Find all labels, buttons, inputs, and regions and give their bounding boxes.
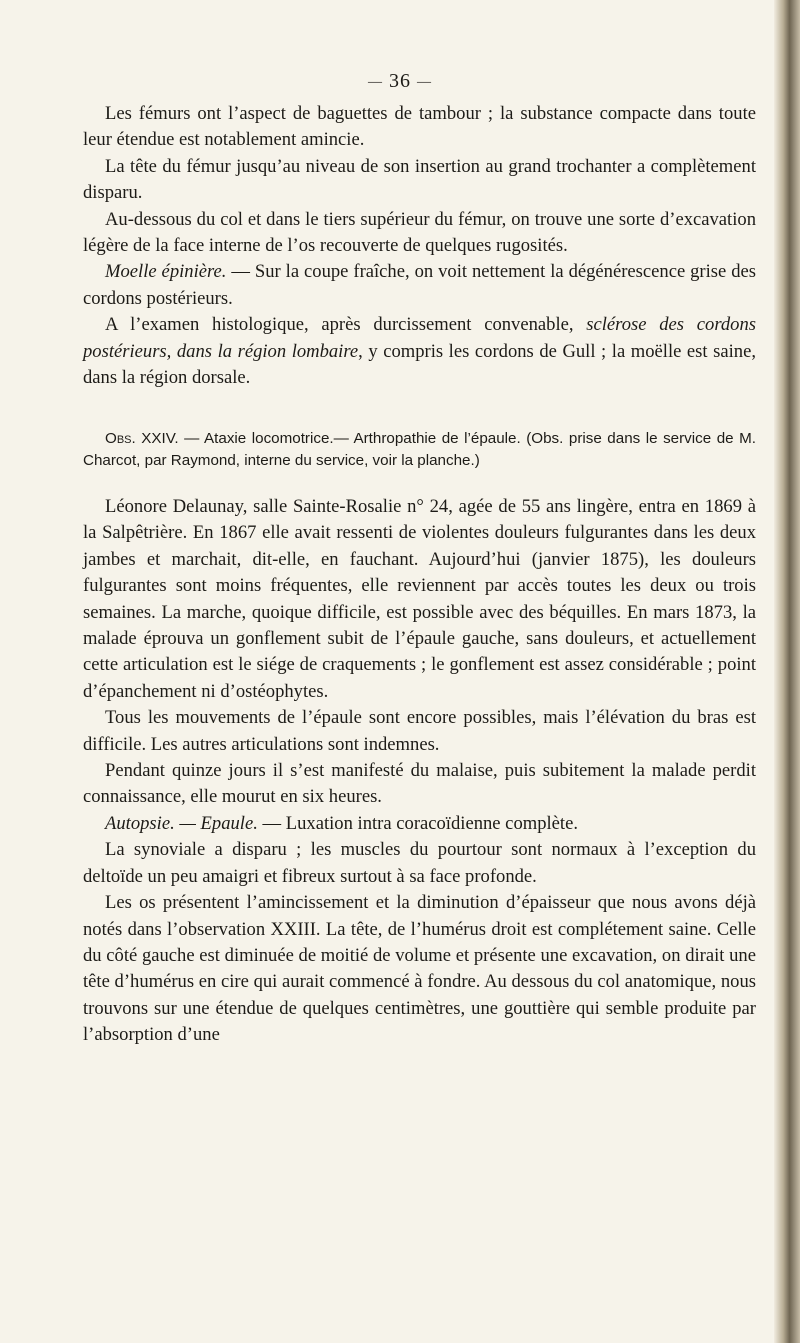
body-text-top [83,101,756,391]
observation-label: Obs. XXIV. [105,430,179,447]
observation-heading [83,428,756,471]
paragraph: La tête du fémur jusqu’au niveau de son insertion au grand trochanter a complètement disparu. [83,155,756,204]
paragraph: A l’examen histologique, après durcissement convenable, sclérose des cordons postérieurs, dans la région lombaire, y compris les cordons de Gull ; la moëlle est saine, dans la région dorsale. [83,314,756,389]
italic-phrase: sclérose des cordons postérieurs, dans la région lombaire [83,314,756,362]
paragraph: Les fémurs ont l’aspect de baguettes de tambour ; la substance compacte dans toute leur étendue est notablement amincie. [83,103,756,151]
section-lead: Autopsie. — Epaule. [105,812,258,834]
paragraph: Au-dessous du col et dans le tiers supérieur du fémur, on trouve une sorte d’excavation légère de la face interne de l’os recouverte de quelques rugosités. [83,208,756,257]
paragraph: La synoviale a disparu ; les muscles du pourtour sont normaux à l’exception du deltoïde un peu amaigri et fibreux surtout à sa face profonde. [83,839,756,887]
paragraph: Pendant quinze jours il s’est manifesté du malaise, puis subitement la malade perdit connaissance, elle mourut en six heures. [83,760,756,808]
observation-paragraph: Obs. XXIV. — Ataxie locomotrice.— Arthropathie de l’épaule. (Obs. prise dans le service de M. Charcot, par Raymond, interne du service, voir la planche.) [83,430,756,469]
page-edge-shadow [774,0,800,1343]
paragraph: Moelle épinière. — Sur la coupe fraîche, on voit nettement la dégénérescence grise des cordons postérieurs. [83,261,757,309]
page-number: — 36 — [368,70,432,92]
paragraph: Autopsie. — Epaule. — Luxation intra coracoïdienne complète. [105,812,578,834]
folio-text: 36 [389,70,411,92]
paragraph: Tous les mouvements de l’épaule sont encore possibles, mais l’élévation du bras est difficile. Les autres articulations sont indemnes. [83,707,756,755]
section-lead: Moelle épinière. [105,261,227,283]
body-text-bottom [83,494,756,1049]
paragraph: Léonore Delaunay, salle Sainte-Rosalie n° 24, agée de 55 ans lingère, entra en 1869 à la Salpêtrière. En 1867 elle avait ressenti de violentes douleurs fulgurantes dans les deux jambes et marchait, dit-elle, en fauchant. Aujourd’hui (janvier 1875), les douleurs fulgurantes sont moins fréquentes, elle reviennent par accès toutes les deux ou trois semaines. La marche, quoique difficile, est possible avec des béquilles. En mars 1873, la malade éprouva un gonflement subit de l’épaule gauche, sans douleurs, et actuellement cette articulation est le siége de craquements ; le gonflement est assez considérable ; point d’épanchement ni d’ostéophytes. [83,496,756,702]
paragraph: Les os présentent l’amincissement et la diminution d’épaisseur que nous avons déjà notés dans l’observation XXIII. La tête, de l’humérus droit est complétement saine. Celle du côté gauche est diminuée de moitié de volume et présente une excavation, on dirait une tête d’humérus en cire qui aurait commencé à fondre. Au dessous du col anatomique, nous trouvons sur une étendue de quelques centimètres, une gouttière qui semble produite par l’absorption d’une [83,892,756,1046]
